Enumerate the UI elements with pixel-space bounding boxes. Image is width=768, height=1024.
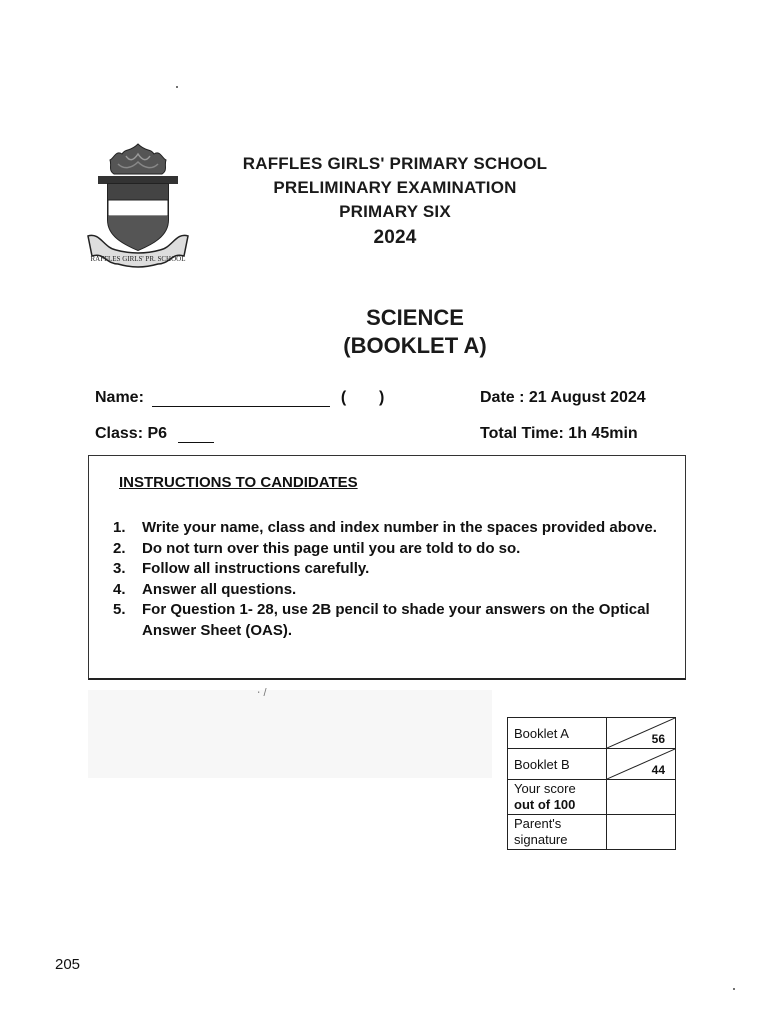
instruction-item: 5. For Question 1- 28, use 2B pencil to shade your answers on the Optical Answer Sheet (OAS). <box>113 601 650 639</box>
page-number: 205 <box>55 956 81 973</box>
score-label: Booklet A <box>508 718 607 749</box>
score-value-cell[interactable] <box>607 718 676 749</box>
parent-signature-cell[interactable] <box>607 815 676 850</box>
index-open-paren: ( <box>340 389 347 406</box>
score-value-cell[interactable] <box>607 749 676 780</box>
score-label: Booklet B <box>508 749 607 780</box>
class-field <box>95 425 214 443</box>
stray-mark <box>176 86 178 88</box>
instruction-item: 4. Answer all questions. <box>113 580 297 598</box>
instructions-box <box>88 455 686 680</box>
score-row-signature <box>508 815 676 850</box>
score-value: 44 <box>651 763 665 777</box>
index-close-paren: ) <box>379 389 385 406</box>
class-label: Class: P6 <box>95 425 168 442</box>
school-name: RAFFLES GIRLS' PRIMARY SCHOOL <box>242 154 548 173</box>
crest-icon <box>86 140 190 272</box>
name-label: Name: <box>95 389 144 406</box>
crest-motto: RAFFLES GIRLS' PR. SCHOOL <box>90 255 186 263</box>
score-value: 56 <box>651 732 665 746</box>
score-row-total <box>508 780 676 815</box>
exam-level: PRIMARY SIX <box>339 202 451 221</box>
total-score-cell[interactable] <box>607 780 676 815</box>
subject-name: SCIENCE <box>366 305 464 330</box>
instruction-item: 1. Write your name, class and index number in the spaces provided above. <box>113 519 657 536</box>
school-crest <box>86 140 190 272</box>
stray-mark: ⋅ / <box>257 687 267 699</box>
score-row-booklet-b <box>508 749 676 780</box>
score-table <box>507 717 676 850</box>
name-field <box>95 389 384 407</box>
instruction-item: 3. Follow all instructions carefully. <box>113 560 370 577</box>
score-row-booklet-a <box>508 718 676 749</box>
score-label: Your score out of 100 <box>508 780 607 815</box>
name-line[interactable] <box>152 390 330 407</box>
exam-date: Date : 21 August 2024 <box>480 389 646 406</box>
total-time: Total Time: 1h 45min <box>480 425 638 442</box>
score-label: Parent's signature <box>508 815 607 850</box>
scan-shade <box>88 690 492 778</box>
exam-title: PRELIMINARY EXAMINATION <box>273 178 517 197</box>
instruction-item: 2. Do not turn over this page until you are told to do so. <box>113 539 521 557</box>
exam-year: 2024 <box>373 227 417 248</box>
booklet-label: (BOOKLET A) <box>343 333 487 358</box>
school-header <box>200 152 590 250</box>
stray-mark <box>733 988 735 990</box>
subject-header <box>300 304 530 360</box>
class-line[interactable] <box>178 426 214 443</box>
instructions-list <box>113 518 673 641</box>
instructions-heading: INSTRUCTIONS TO CANDIDATES <box>119 474 358 491</box>
